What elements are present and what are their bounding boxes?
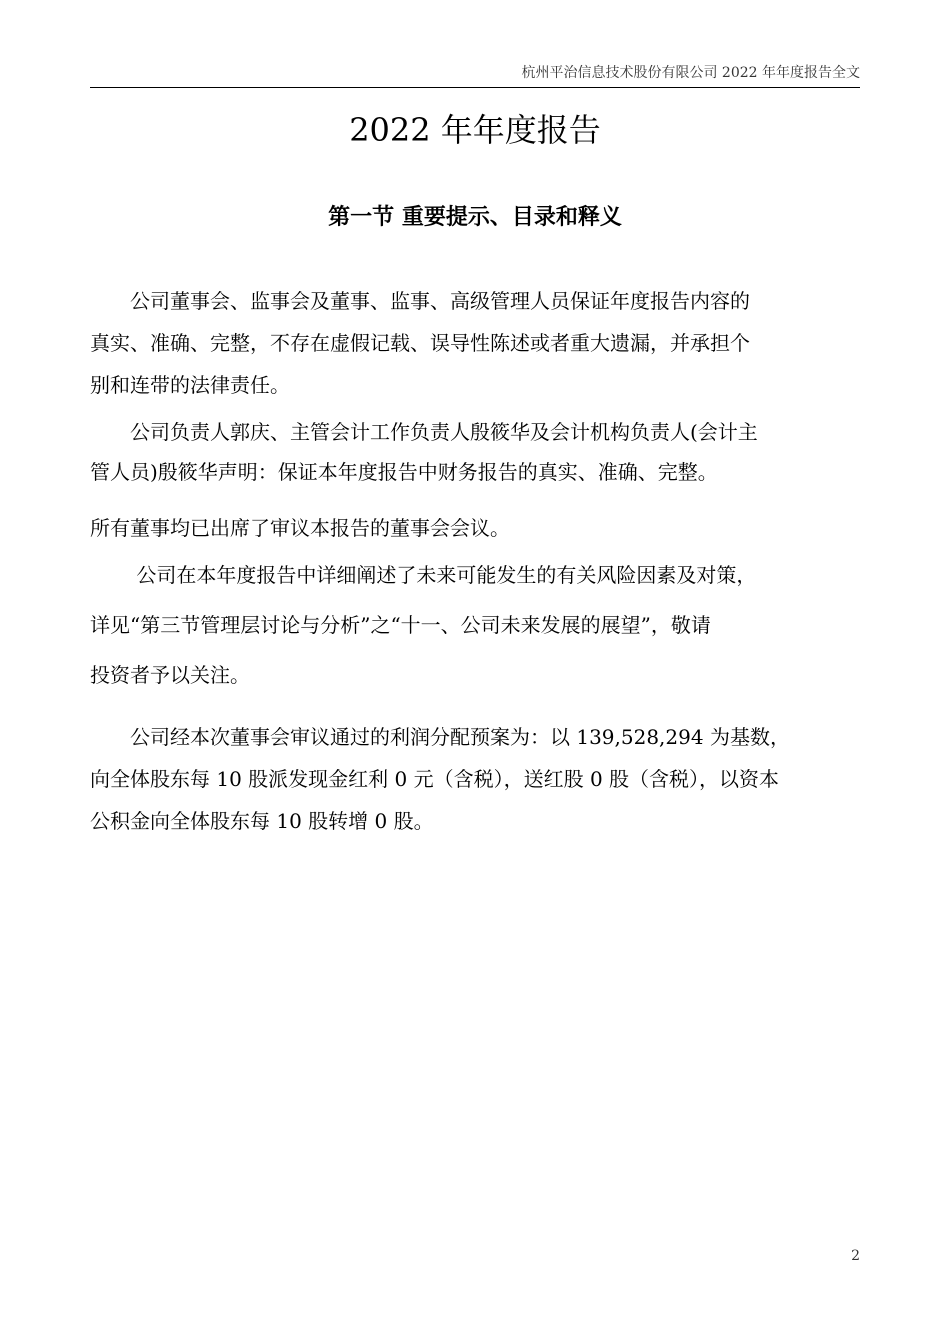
paragraph-line: 别和连带的法律责任。 — [90, 373, 290, 397]
paragraph-line: 详见“第三节管理层讨论与分析”之“十一、公司未来发展的展望”，敬请 — [90, 613, 711, 637]
paragraph-line: 真实、准确、完整，不存在虚假记载、误导性陈述或者重大遗漏，并承担个 — [90, 331, 750, 355]
paragraph-line: 投资者予以关注。 — [90, 663, 250, 687]
document-title: 2022 年年度报告 — [349, 111, 601, 149]
paragraph-risk-factors — [90, 550, 860, 700]
section-title: 第一节 重要提示、目录和释义 — [328, 204, 622, 230]
paragraph-line: 公积金向全体股东每 10 股转增 0 股。 — [90, 809, 434, 833]
paragraph-line: 公司负责人郭庆、主管会计工作负责人殷筱华及会计机构负责人(会计主 — [90, 420, 758, 444]
paragraph-responsible-persons — [90, 412, 860, 492]
paragraph-profit-distribution — [90, 716, 860, 842]
paragraph-line: 管人员)殷筱华声明：保证本年度报告中财务报告的真实、准确、完整。 — [90, 460, 718, 484]
paragraph-line: 向全体股东每 10 股派发现金红利 0 元（含税），送红股 0 股（含税），以资本 — [90, 767, 780, 791]
paragraph-line: 公司经本次董事会审议通过的利润分配预案为：以 139,528,294 为基数， — [90, 725, 790, 749]
header-divider — [90, 87, 860, 88]
paragraph-directors-attendance — [90, 508, 860, 548]
paragraph-board-guarantee — [90, 280, 860, 406]
running-header: 杭州平治信息技术股份有限公司 2022 年年度报告全文 — [521, 65, 860, 81]
paragraph-line: 公司在本年度报告中详细阐述了未来可能发生的有关风险因素及对策， — [90, 563, 757, 587]
page-number: 2 — [851, 1248, 860, 1264]
paragraph-line: 公司董事会、监事会及董事、监事、高级管理人员保证年度报告内容的 — [90, 289, 750, 313]
paragraph-line: 所有董事均已出席了审议本报告的董事会会议。 — [90, 516, 510, 540]
